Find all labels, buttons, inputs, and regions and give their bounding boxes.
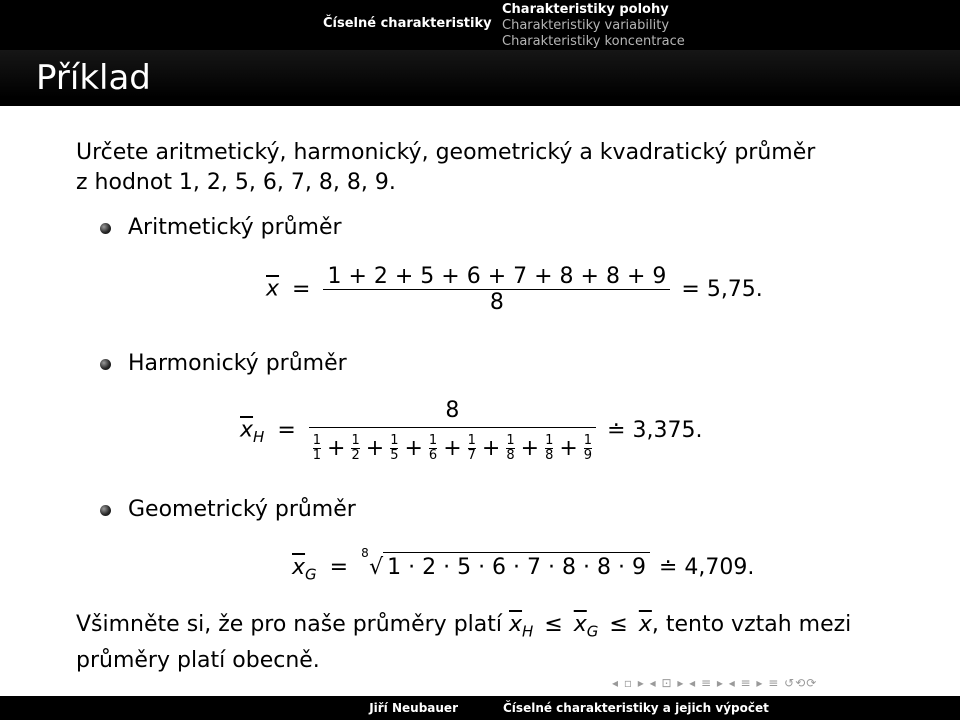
intro-paragraph (76, 138, 896, 198)
outro-text: Všimněte si, že pro naše průměry platí (76, 612, 509, 637)
plus-sign: + (481, 435, 501, 461)
outro-line-2: průměry platí obecně. (76, 648, 320, 674)
subsection-list (502, 2, 685, 50)
unit-fraction-numerator: 1 (545, 433, 554, 448)
intro-line-1: Určete aritmetický, harmonický, geometrický a kvadratický průměr (76, 140, 816, 165)
unit-fraction-numerator: 1 (390, 433, 399, 448)
arithmetic-result: = 5,75. (681, 276, 763, 302)
geometric-result: ≐ 4,709. (658, 555, 755, 580)
unit-fraction-numerator: 1 (467, 433, 476, 448)
x-bar: $\overline{x}$ (266, 276, 280, 302)
unit-fraction-numerator: 1 (351, 433, 360, 448)
frame-title: Příklad (36, 58, 151, 98)
section-link[interactable]: Číselné charakteristiky (323, 16, 492, 31)
bullet-label: Aritmetický průměr (128, 215, 342, 240)
frame-title-bar (0, 50, 960, 106)
plus-sign: + (559, 435, 578, 461)
subscript-h: H (522, 622, 534, 641)
unit-fraction-denominator: 7 (467, 448, 476, 463)
footer-author: Jiří Neubauer (369, 701, 458, 715)
harmonic-fraction (309, 398, 596, 463)
intro-line-2: z hodnot 1, 2, 5, 6, 7, 8, 8, 9. (76, 170, 396, 195)
unit-fraction-denominator: 1 (312, 448, 322, 463)
unit-fraction-denominator: 8 (506, 448, 515, 463)
bullet-icon (100, 223, 111, 234)
eighth-root (361, 546, 650, 580)
unit-fraction-numerator: 1 (583, 433, 593, 448)
unit-fraction-numerator: 1 (312, 433, 322, 448)
radicand: 1 · 2 · 5 · 6 · 7 · 8 · 8 · 9 (383, 552, 650, 580)
unit-fraction (351, 434, 359, 463)
fraction-numerator: 1 + 2 + 5 + 6 + 7 + 8 + 8 + 9 (327, 264, 667, 289)
unit-fraction-denominator: 9 (583, 448, 593, 463)
plus-sign: + (443, 435, 462, 461)
unit-fraction-denominator: 2 (351, 448, 360, 463)
fraction-denominator: 8 (323, 289, 670, 315)
le-sign: ≤ (609, 612, 628, 637)
subscript-h: H (253, 427, 265, 446)
fraction-numerator: 8 (445, 398, 460, 423)
unit-fraction (506, 434, 514, 463)
subscript-g: G (586, 622, 599, 641)
x-bar-h: $\overline{x}$ (509, 612, 523, 637)
footer-bar (0, 696, 960, 720)
unit-fraction-numerator: 1 (428, 433, 438, 448)
arithmetic-fraction (323, 264, 670, 315)
slide-content (0, 106, 960, 696)
unit-fraction-numerator: 1 (506, 433, 515, 448)
x-bar-g: $\overline{x}$ (573, 612, 587, 637)
x-bar-g: $\overline{x}$ (292, 555, 306, 580)
harmonic-result: ≐ 3,375. (607, 417, 703, 443)
outro-line-1 (76, 610, 896, 646)
subsection-link-variability[interactable]: Charakteristiky variability (502, 18, 670, 33)
subsection-link-polohy[interactable]: Charakteristiky polohy (502, 2, 669, 17)
unit-fraction (313, 434, 321, 463)
unit-fraction-denominator: 5 (390, 448, 399, 463)
subsection-link-koncentrace[interactable]: Charakteristiky koncentrace (502, 34, 685, 49)
top-navigation-bar (0, 0, 960, 50)
equals-sign: = (292, 276, 311, 302)
equals-sign: = (329, 555, 349, 580)
bullet-label: Geometrický průměr (128, 497, 356, 522)
bullet-icon (100, 505, 111, 516)
unit-fraction (468, 434, 476, 463)
footer-title: Číselné charakteristiky a jejich výpočet (503, 701, 769, 715)
x-bar-h: $\overline{x}$ (240, 417, 254, 443)
root-index: 8 (361, 546, 369, 560)
outro-paragraph (76, 610, 896, 676)
unit-fraction-denominator: 6 (428, 448, 438, 463)
bullet-icon (100, 359, 111, 370)
beamer-navigation-icons[interactable]: ◂ ▫ ▸ ◂ ⊡ ▸ ◂ ≡ ▸ ◂ ≡ ▸ ≡ ↺⟲⟳ (612, 676, 818, 690)
outro-text-2: , tento vztah mezi (651, 612, 852, 637)
unit-fraction (545, 434, 553, 463)
bullet-label: Harmonický průměr (128, 351, 347, 376)
subscript-g: G (305, 565, 317, 584)
geometric-equation (292, 546, 755, 584)
unit-fraction (390, 434, 398, 463)
fraction-denominator (309, 427, 596, 463)
plus-sign: + (404, 435, 423, 461)
radical-sign-icon: √ (369, 555, 384, 580)
unit-fraction (429, 434, 437, 463)
equals-sign: = (277, 417, 296, 443)
plus-sign: + (327, 435, 346, 461)
harmonic-equation (240, 398, 702, 463)
plus-sign: + (520, 435, 540, 461)
le-sign: ≤ (544, 612, 563, 637)
arithmetic-equation (266, 264, 763, 315)
unit-fraction-denominator: 8 (545, 448, 554, 463)
x-bar: $\overline{x}$ (638, 612, 652, 637)
unit-fraction (584, 434, 592, 463)
plus-sign: + (365, 435, 385, 461)
